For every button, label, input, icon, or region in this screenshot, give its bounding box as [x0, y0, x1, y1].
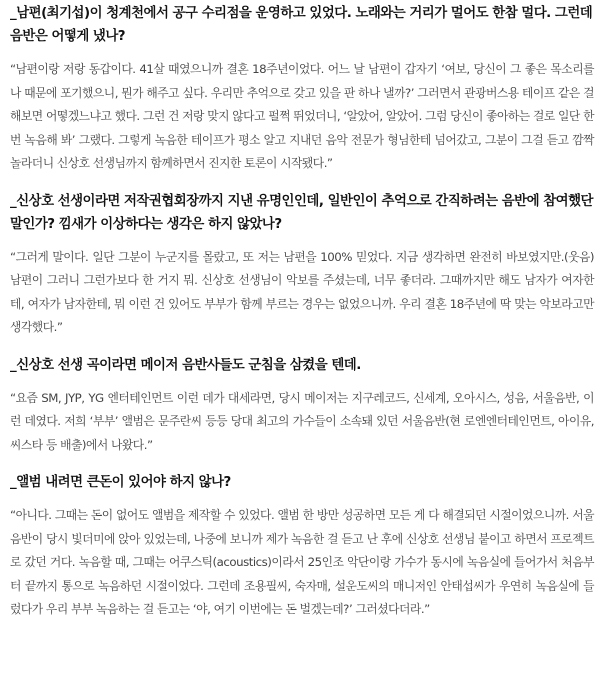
- question-2: _신상호 선생이라면 저작권협회장까지 지낸 유명인인데, 일반인이 추억으로 간직하려는 음반에 참여했단 말인가? 낌새가 이상하다는 생각은 하지 않았나?: [10, 193, 593, 232]
- answer-1: “남편이랑 저랑 동갑이다. 41살 때였으니까 결혼 18주년이었다. 어느 날 남편이 갑자기 ‘여보, 당신이 그 좋은 목소리를 나 때문에 포기했으니, 뭔가 해주고 싶다. 우리만 추억으로 갖고 있을 판 하나 낼까?’ 그러면서 관광버스용 테이프 같은 걸 해보면 어떻겠느냐고 했다. 그런 건 저랑 맞지 않다고 펄쩍 뛰었더니, ‘알았어, 알았어. 그럼 당신이 좋아하는 걸로 일단 한번 녹음해 봐’ 그랬다. 그렇게 녹음한 테이프가 평소 알고 지내던 음악 전문가 형님한테 넘어갔고, 그분이 그걸 듣고 깜짝 놀라더니 신상호 선생님까지 함께하면서 진지한 토론이 시작됐다.”: [10, 62, 594, 170]
- question-1: _남편(최기섭)이 청계천에서 공구 수리점을 운영하고 있었다. 노래와는 거리가 멀어도 한참 멀다. 그런데 음반은 어떻게 냈나?: [10, 6, 593, 44]
- question-3: _신상호 선생 곡이라면 메이저 음반사들도 군침을 삼켰을 텐데.: [10, 357, 361, 373]
- article-body: [0, 2, 600, 622]
- answer-2: “그러게 말이다. 일단 그분이 누군지를 몰랐고, 또 저는 남편을 100% 믿었다. 지금 생각하면 완전히 바보였지만.(웃음) 남편이 그러니 그런가보다 한 거지 뭐. 신상호 선생님이 악보를 주셨는데, 너무 좋더라. 그때까지만 해도 남자가 여자한테, 여자가 남자한테, 뭐 이런 건 있어도 부부가 함께 부르는 경우는 없었으니까. 우리 결혼 18주년에 딱 맞는 악보라고만 생각했다.”: [10, 249, 594, 334]
- question-4: _앨범 내려면 큰돈이 있어야 하지 않나?: [10, 475, 231, 490]
- answer-4: “아니다. 그때는 돈이 없어도 앨범을 제작할 수 있었다. 앨범 한 방만 성공하면 모든 게 다 해결되던 시절이었으니까. 서울음반이 당시 빛더미에 앉아 있었는데, 나중에 보니까 제가 녹음한 걸 듣고 난 후에 신상호 선생님 붙이고 하면서 프로젝트로 갔던 거다. 녹음할 때, 그때는 어쿠스틱(acoustics)이라서 25인조 악단이랑 가수가 동시에 녹음실에 들어가서 처음부터 끝까지 통으로 녹음하던 시절이었다. 그런데 조용필씨, 숙자매, 설운도씨의 매니저인 안태섭씨가 우연히 녹음실에 들렀다가 우리 부부 녹음하는 걸 듣고는 ‘야, 여기 이번에는 돈 벌겠는데?’ 그러셨다더라.”: [10, 508, 594, 616]
- answer-3: “요즘 SM, JYP, YG 엔터테인먼트 이런 데가 대세라면, 당시 메이저는 지구레코드, 신세계, 오아시스, 성음, 서울음반, 이런 데였다. 저희 ‘부부’ 앨범은 문주란씨 등등 당대 최고의 가수들이 소속돼 있던 서울음반(현 로엔엔터테인먼트, 아이유, 씨스타 등 배출)에서 나왔다.”: [10, 390, 594, 452]
